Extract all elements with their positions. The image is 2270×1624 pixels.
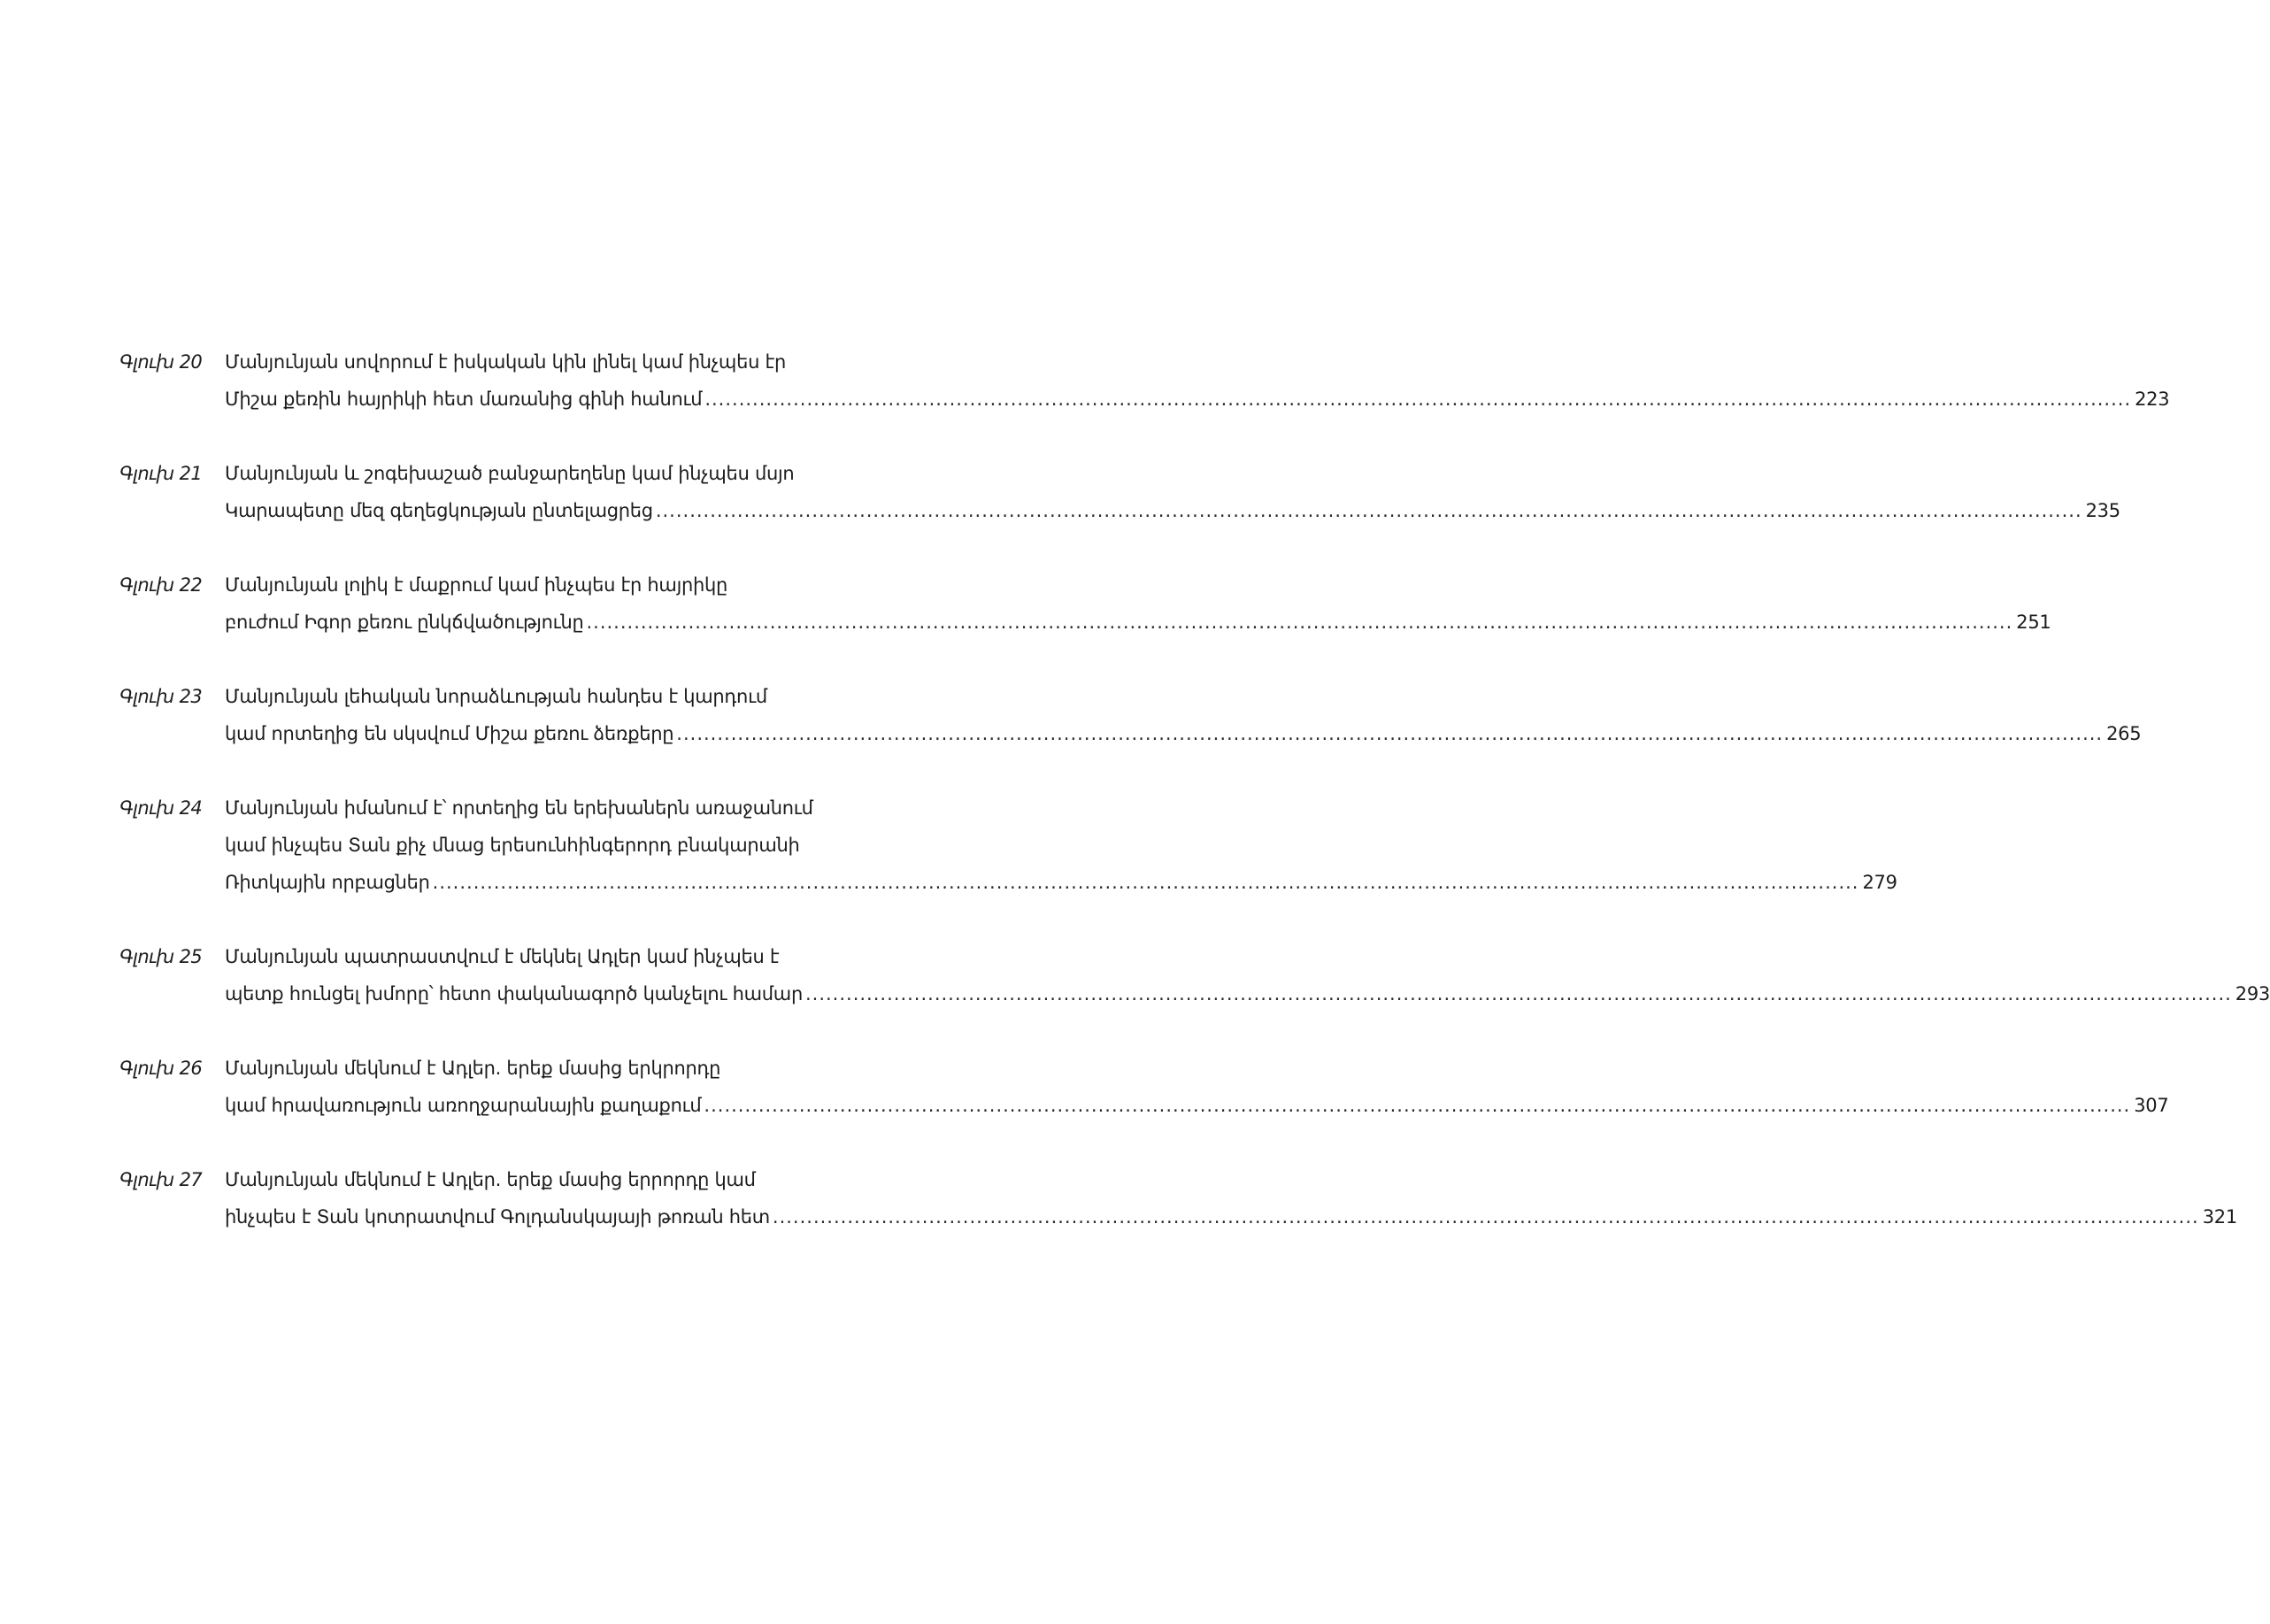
table-of-contents — [119, 343, 2270, 1273]
chapter-title — [225, 566, 2051, 641]
chapter-title — [225, 678, 2141, 752]
dot-leader — [704, 1087, 2130, 1124]
chapter-title — [225, 789, 1897, 901]
chapter-title-last-line — [225, 975, 2270, 1012]
chapter-label: Գլուխ 27 — [119, 1169, 203, 1190]
page-number: 223 — [2135, 389, 2170, 410]
chapter-title-last-line — [225, 1087, 2168, 1124]
dot-leader — [805, 975, 2232, 1012]
chapter-title-last-line — [225, 1198, 2237, 1235]
chapter-title — [225, 938, 2270, 1012]
toc-entry-chapter-20 — [119, 343, 2170, 418]
dot-leader — [433, 864, 1859, 901]
chapter-label: Գլուխ 22 — [119, 574, 203, 596]
dot-leader — [656, 492, 2082, 529]
chapter-title — [225, 343, 2169, 418]
chapter-label: Գլուխ 21 — [119, 463, 203, 484]
chapter-title-line: Մանյունյան լոլիկ է մաքրում կամ ինչպես էր հայրիկը — [225, 574, 728, 596]
chapter-title-line: Մանյունյան և շոգեխաշած բանջարեղենը կամ ինչպես մսյո — [225, 463, 795, 484]
toc-entry-chapter-26 — [119, 1050, 2169, 1124]
chapter-title-last-line — [225, 604, 2051, 641]
chapter-title-last-line — [225, 492, 2120, 529]
chapter-title-line: Միշա քեռին հայրիկի հետ մառանից գինի հանում — [225, 389, 703, 410]
dot-leader — [773, 1198, 2199, 1235]
toc-entry-chapter-22 — [119, 566, 2051, 641]
chapter-title-last-line — [225, 381, 2169, 418]
chapter-title-line: Մանյունյան պատրաստվում է մեկնել Ադլեր կամ ինչպես է — [225, 946, 780, 967]
dot-leader — [704, 381, 2131, 418]
chapter-title-line: ինչպես է Տան կոտրատվում Գոլդանսկայայի թոռան հետ — [225, 1206, 770, 1228]
chapter-title-line: կամ հրավառություն առողջարանային քաղաքում — [225, 1095, 702, 1116]
page-number: 251 — [2016, 612, 2051, 633]
toc-entry-chapter-23 — [119, 678, 2142, 752]
chapter-title — [225, 1161, 2237, 1235]
chapter-title — [225, 1050, 2168, 1124]
toc-entry-chapter-25 — [119, 938, 2270, 1012]
page-number: 235 — [2085, 500, 2120, 521]
chapter-title-line: կամ ինչպես Տան քիչ մնաց երեսունհինգերորդ բնակարանի — [225, 835, 800, 856]
page-number: 321 — [2202, 1206, 2237, 1228]
toc-entry-chapter-21 — [119, 455, 2120, 529]
chapter-title-line: Կարապետը մեզ գեղեցկության ընտելացրեց — [225, 500, 653, 521]
dot-leader — [586, 604, 2012, 641]
toc-entry-chapter-24 — [119, 789, 1897, 901]
toc-entry-chapter-27 — [119, 1161, 2237, 1235]
chapter-label: Գլուխ 25 — [119, 946, 203, 967]
chapter-title-line: բուժում Իգոր քեռու ընկճվածությունը — [225, 612, 584, 633]
chapter-title-line: կամ որտեղից են սկսվում Միշա քեռու ձեռքերը — [225, 723, 674, 744]
chapter-title-line: Մանյունյան մեկնում է Ադլեր. երեք մասից երրորդը կամ — [225, 1169, 756, 1190]
chapter-label: Գլուխ 20 — [119, 351, 203, 373]
chapter-label: Գլուխ 23 — [119, 686, 203, 707]
chapter-title-line: Մանյունյան իմանում է՝ որտեղից են երեխաներն առաջանում — [225, 797, 813, 819]
chapter-title-line: Ռիտկային որբացներ — [225, 872, 430, 893]
chapter-title-line: Մանյունյան մեկնում է Ադլեր. երեք մասից երկրորդը — [225, 1058, 721, 1079]
chapter-title-last-line — [225, 715, 2141, 752]
page-number: 279 — [1862, 872, 1897, 893]
chapter-title-line: պետք հունցել խմորը՝ հետո փականագործ կանչելու համար — [225, 983, 803, 1004]
chapter-title — [225, 455, 2120, 529]
chapter-title-line: Մանյունյան լեհական նորաձևության հանդես է կարդում — [225, 686, 767, 707]
chapter-title-last-line — [225, 864, 1897, 901]
page-number: 307 — [2134, 1095, 2169, 1116]
chapter-title-line: Մանյունյան սովորում է իսկական կին լինել կամ ինչպես էր — [225, 351, 787, 373]
page-number: 265 — [2106, 723, 2142, 744]
chapter-label: Գլուխ 24 — [119, 797, 203, 819]
dot-leader — [676, 715, 2103, 752]
page-number: 293 — [2235, 983, 2270, 1004]
chapter-label: Գլուխ 26 — [119, 1058, 203, 1079]
